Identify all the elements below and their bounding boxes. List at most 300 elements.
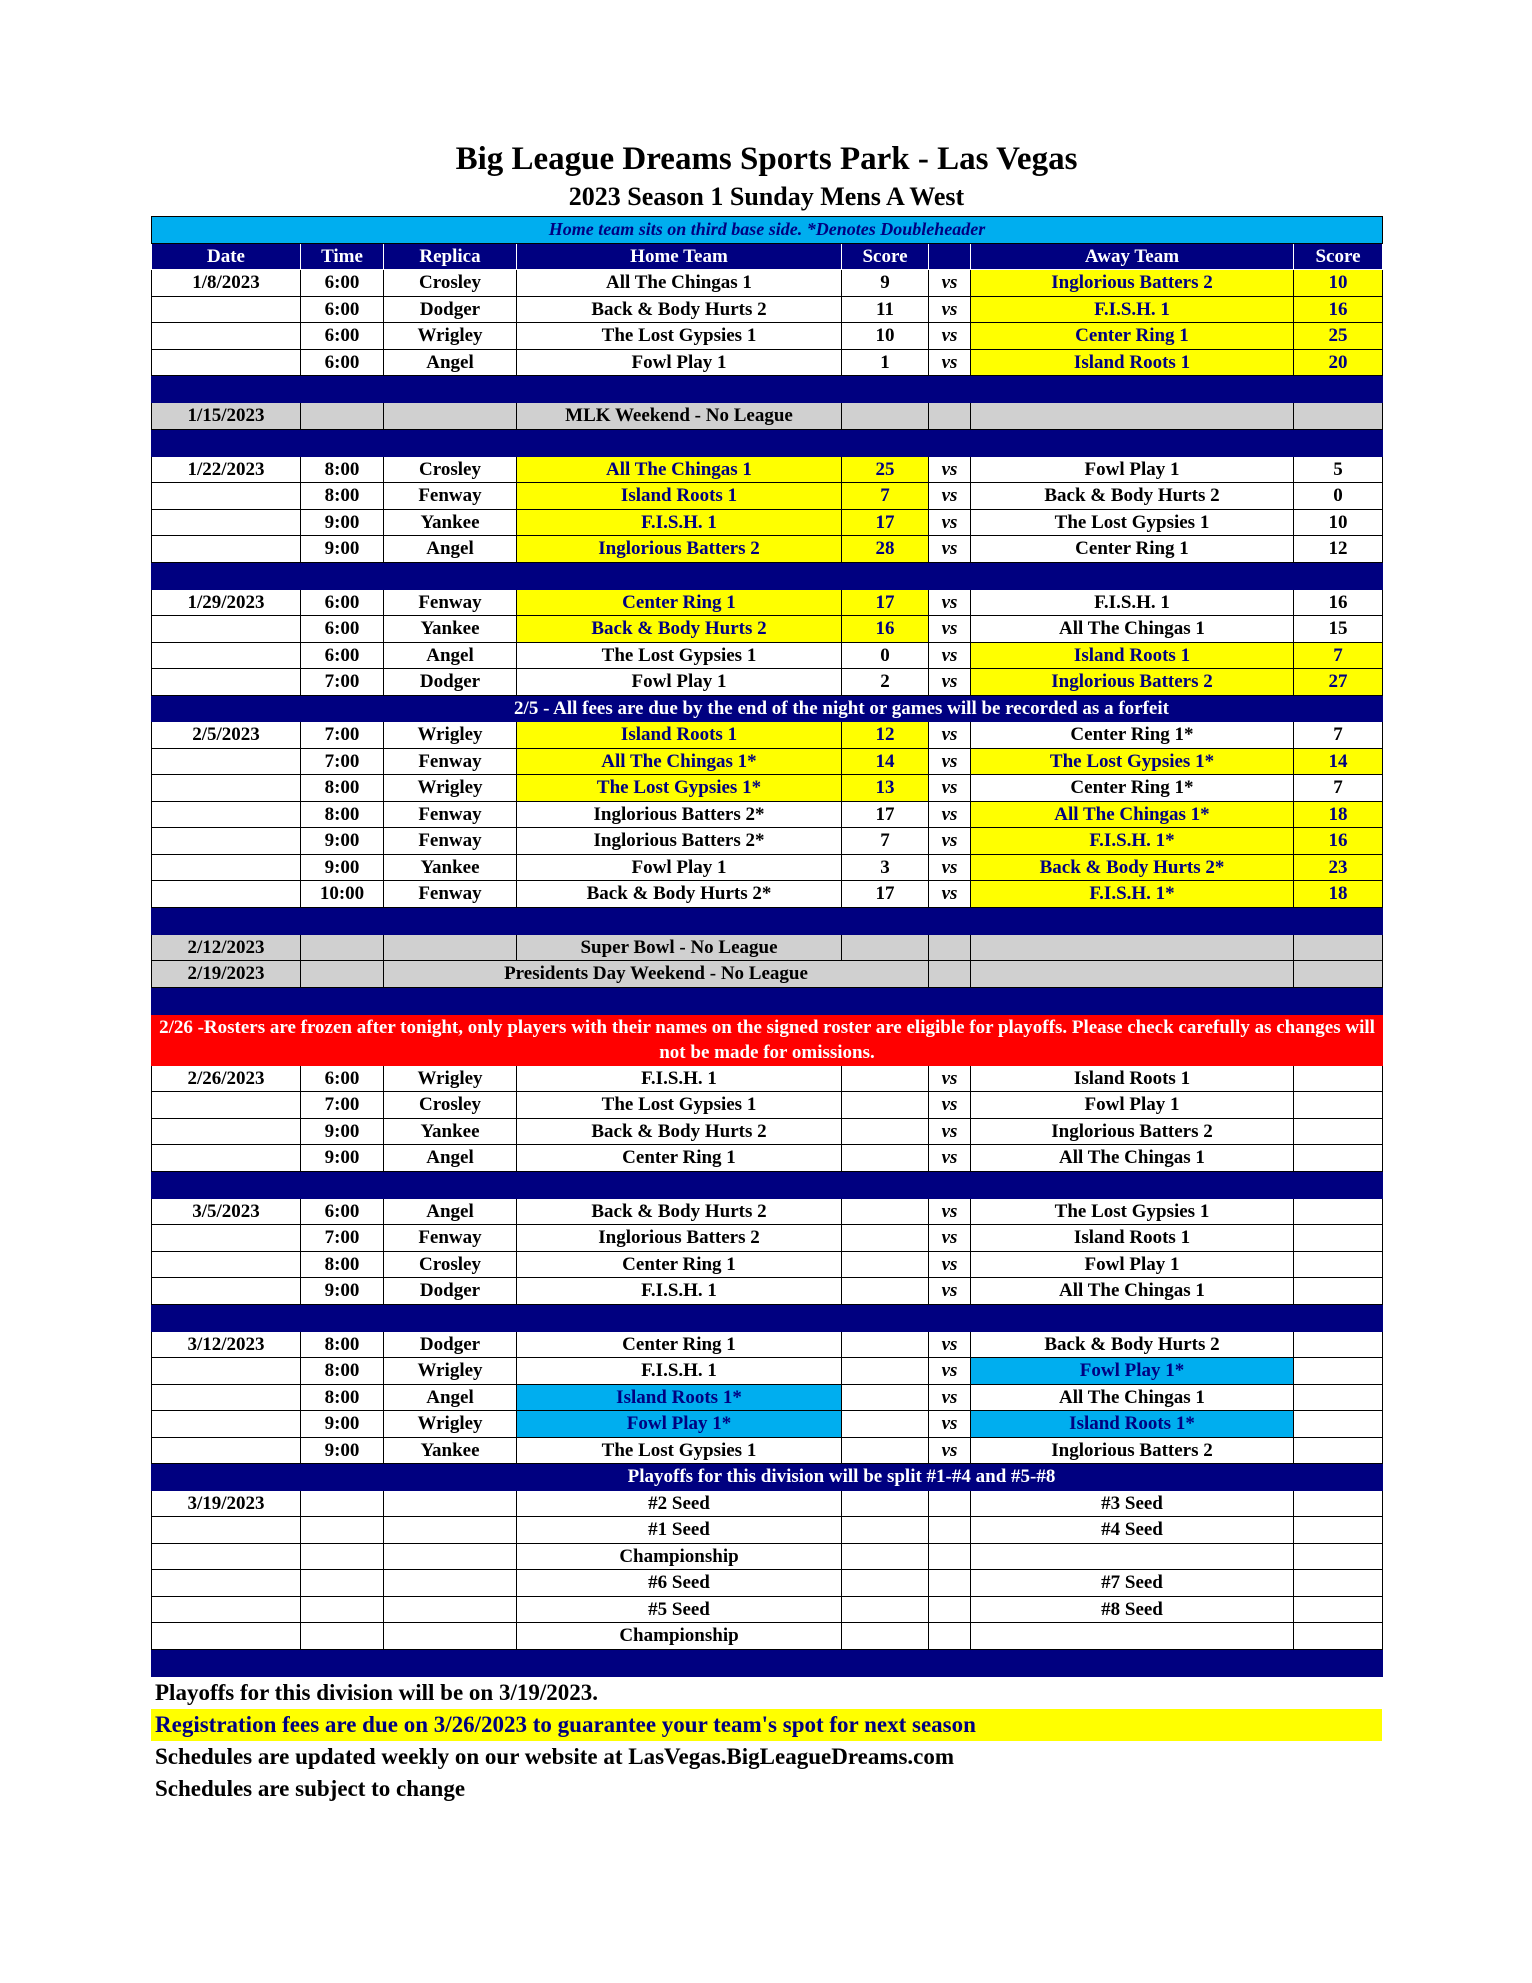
game-time: 8:00	[301, 456, 384, 483]
away-team: Inglorious Batters 2	[971, 1118, 1294, 1145]
away-team: Fowl Play 1	[971, 1251, 1294, 1278]
separator-row	[152, 907, 1383, 934]
away-team: Back & Body Hurts 2*	[971, 854, 1294, 881]
away-team: Fowl Play 1*	[971, 1358, 1294, 1385]
game-time: 9:00	[301, 1145, 384, 1172]
no-league-text: Super Bowl - No League	[517, 934, 842, 961]
game-date	[152, 1358, 301, 1385]
game-row	[152, 1543, 1383, 1570]
footer-highlight-note: Registration fees are due on 3/26/2023 to guarantee your team's spot for next season	[151, 1709, 1382, 1741]
game-field: Yankee	[384, 616, 517, 643]
home-score: 0	[842, 642, 929, 669]
separator-cell	[842, 1171, 929, 1198]
game-row	[152, 1517, 1383, 1544]
separator-cell	[1294, 1304, 1383, 1331]
home-team: Fowl Play 1	[517, 669, 842, 696]
game-field: Angel	[384, 1145, 517, 1172]
game-row	[152, 296, 1383, 323]
separator-cell	[301, 1649, 384, 1676]
home-team: F.I.S.H. 1	[517, 1278, 842, 1305]
vs-label: vs	[929, 616, 971, 643]
home-team: F.I.S.H. 1	[517, 1065, 842, 1092]
away-score	[1294, 1065, 1383, 1092]
separator-cell	[152, 562, 301, 589]
game-time	[301, 1623, 384, 1650]
header-home-team: Home Team	[517, 243, 842, 270]
separator-cell	[517, 987, 842, 1014]
game-field	[384, 1543, 517, 1570]
home-team: #2 Seed	[517, 1490, 842, 1517]
game-field: Dodger	[384, 1331, 517, 1358]
home-score: 1	[842, 349, 929, 376]
away-team: The Lost Gypsies 1*	[971, 748, 1294, 775]
away-score: 7	[1294, 642, 1383, 669]
vs-label: vs	[929, 1411, 971, 1438]
game-field: Crosley	[384, 1092, 517, 1119]
home-score	[842, 1118, 929, 1145]
game-date	[152, 1517, 301, 1544]
home-team: All The Chingas 1	[517, 456, 842, 483]
separator-cell	[152, 1171, 301, 1198]
game-row	[152, 1411, 1383, 1438]
away-team: Island Roots 1	[971, 1065, 1294, 1092]
game-date	[152, 881, 301, 908]
away-team: Fowl Play 1	[971, 1092, 1294, 1119]
game-date: 2/26/2023	[152, 1065, 301, 1092]
away-score	[1294, 1596, 1383, 1623]
no-league-row	[152, 961, 1383, 988]
separator-row	[152, 987, 1383, 1014]
vs-label: vs	[929, 483, 971, 510]
row-away-team	[971, 934, 1294, 961]
vs-label	[929, 1596, 971, 1623]
game-field	[384, 1570, 517, 1597]
separator-cell	[842, 429, 929, 456]
game-row	[152, 669, 1383, 696]
away-team: #8 Seed	[971, 1596, 1294, 1623]
vs-label: vs	[929, 456, 971, 483]
home-score	[842, 1225, 929, 1252]
game-date	[152, 642, 301, 669]
game-row	[152, 1384, 1383, 1411]
game-time: 8:00	[301, 1358, 384, 1385]
separator-cell	[842, 987, 929, 1014]
home-score	[842, 1198, 929, 1225]
game-field	[384, 1517, 517, 1544]
separator-cell	[517, 1649, 842, 1676]
separator-cell	[1294, 376, 1383, 403]
game-field: Fenway	[384, 748, 517, 775]
home-team: Inglorious Batters 2*	[517, 828, 842, 855]
game-date	[152, 1278, 301, 1305]
game-time: 7:00	[301, 722, 384, 749]
home-score: 17	[842, 589, 929, 616]
separator-cell	[842, 907, 929, 934]
no-league-text: Presidents Day Weekend - No League	[384, 961, 929, 988]
vs-label: vs	[929, 854, 971, 881]
home-team: The Lost Gypsies 1	[517, 642, 842, 669]
home-score: 14	[842, 748, 929, 775]
separator-cell	[842, 562, 929, 589]
separator-cell	[152, 1304, 301, 1331]
home-score: 17	[842, 801, 929, 828]
away-team: Inglorious Batters 2	[971, 270, 1294, 297]
separator-cell	[384, 987, 517, 1014]
home-team: #6 Seed	[517, 1570, 842, 1597]
home-team: F.I.S.H. 1	[517, 509, 842, 536]
away-score	[1294, 1198, 1383, 1225]
home-score	[842, 1358, 929, 1385]
separator-cell	[929, 1171, 971, 1198]
game-row	[152, 881, 1383, 908]
away-score: 20	[1294, 349, 1383, 376]
home-team: Inglorious Batters 2	[517, 1225, 842, 1252]
away-team: F.I.S.H. 1*	[971, 881, 1294, 908]
vs-label: vs	[929, 1251, 971, 1278]
game-time: 9:00	[301, 536, 384, 563]
game-field: Dodger	[384, 296, 517, 323]
separator-cell	[842, 1649, 929, 1676]
game-time: 6:00	[301, 296, 384, 323]
separator-cell	[384, 907, 517, 934]
away-score	[1294, 1384, 1383, 1411]
away-team: The Lost Gypsies 1	[971, 509, 1294, 536]
separator-cell	[517, 376, 842, 403]
row-home-score	[842, 934, 929, 961]
game-row	[152, 536, 1383, 563]
no-league-row	[152, 934, 1383, 961]
header-vs	[929, 243, 971, 270]
separator-cell	[301, 376, 384, 403]
row-home-score	[842, 403, 929, 430]
row-away-score	[1294, 403, 1383, 430]
away-score	[1294, 1278, 1383, 1305]
away-score: 18	[1294, 881, 1383, 908]
game-field	[384, 1490, 517, 1517]
game-time: 9:00	[301, 1118, 384, 1145]
game-date	[152, 509, 301, 536]
home-score	[842, 1517, 929, 1544]
game-field: Crosley	[384, 270, 517, 297]
separator-cell	[971, 1649, 1294, 1676]
away-team: The Lost Gypsies 1	[971, 1198, 1294, 1225]
game-row	[152, 456, 1383, 483]
separator-cell	[152, 376, 301, 403]
row-vs	[929, 961, 971, 988]
game-date	[152, 801, 301, 828]
home-score: 2	[842, 669, 929, 696]
away-score	[1294, 1331, 1383, 1358]
game-date	[152, 1118, 301, 1145]
vs-label: vs	[929, 296, 971, 323]
game-field: Wrigley	[384, 1358, 517, 1385]
away-score	[1294, 1623, 1383, 1650]
home-team: Inglorious Batters 2*	[517, 801, 842, 828]
vs-label: vs	[929, 722, 971, 749]
game-time: 6:00	[301, 1065, 384, 1092]
away-score: 25	[1294, 323, 1383, 350]
row-vs	[929, 403, 971, 430]
game-time: 9:00	[301, 1411, 384, 1438]
vs-label: vs	[929, 748, 971, 775]
game-field: Angel	[384, 1198, 517, 1225]
vs-label: vs	[929, 1358, 971, 1385]
away-team: All The Chingas 1	[971, 1145, 1294, 1172]
separator-cell	[971, 987, 1294, 1014]
game-field: Fenway	[384, 483, 517, 510]
game-date	[152, 349, 301, 376]
game-row	[152, 1596, 1383, 1623]
away-team: All The Chingas 1*	[971, 801, 1294, 828]
banner-row	[152, 217, 1383, 244]
game-time: 7:00	[301, 669, 384, 696]
separator-cell	[517, 429, 842, 456]
separator-cell	[517, 1304, 842, 1331]
home-score	[842, 1543, 929, 1570]
away-team: Island Roots 1	[971, 642, 1294, 669]
home-score: 11	[842, 296, 929, 323]
game-field: Wrigley	[384, 722, 517, 749]
away-team: Back & Body Hurts 2	[971, 483, 1294, 510]
vs-label: vs	[929, 1384, 971, 1411]
row-vs	[929, 934, 971, 961]
home-team: Championship	[517, 1623, 842, 1650]
separator-cell	[301, 1171, 384, 1198]
home-score	[842, 1092, 929, 1119]
home-team: Fowl Play 1	[517, 349, 842, 376]
home-score	[842, 1570, 929, 1597]
game-row	[152, 1358, 1383, 1385]
away-team: Center Ring 1	[971, 323, 1294, 350]
footer-note: Schedules are subject to change	[155, 1775, 466, 1801]
game-time: 6:00	[301, 270, 384, 297]
separator-cell	[929, 1304, 971, 1331]
row-away-score	[1294, 961, 1383, 988]
game-date: 3/19/2023	[152, 1490, 301, 1517]
separator-cell	[384, 1171, 517, 1198]
game-time: 9:00	[301, 1278, 384, 1305]
vs-label	[929, 1623, 971, 1650]
row-replica	[384, 403, 517, 430]
home-team: The Lost Gypsies 1	[517, 1437, 842, 1464]
game-field: Yankee	[384, 509, 517, 536]
separator-cell	[1294, 1171, 1383, 1198]
game-row	[152, 1437, 1383, 1464]
game-field: Fenway	[384, 1225, 517, 1252]
row-date: 2/19/2023	[152, 961, 301, 988]
home-score: 12	[842, 722, 929, 749]
game-date	[152, 1570, 301, 1597]
game-row	[152, 589, 1383, 616]
footer-notes	[151, 1677, 1382, 1805]
separator-cell	[929, 907, 971, 934]
vs-label: vs	[929, 323, 971, 350]
home-team: #5 Seed	[517, 1596, 842, 1623]
page-title: Big League Dreams Sports Park - Las Vegas	[455, 141, 1078, 177]
game-date	[152, 775, 301, 802]
notice-text: 2/5 - All fees are due by the end of the night or games will be recorded as a forfeit	[301, 695, 1383, 722]
game-row	[152, 323, 1383, 350]
separator-cell	[301, 907, 384, 934]
separator-cell	[1294, 429, 1383, 456]
separator-cell	[929, 1649, 971, 1676]
away-score: 10	[1294, 270, 1383, 297]
game-time: 7:00	[301, 748, 384, 775]
game-row	[152, 775, 1383, 802]
separator-cell	[842, 376, 929, 403]
footer-note: Schedules are updated weekly on our website at LasVegas.BigLeagueDreams.com	[155, 1743, 955, 1769]
separator-cell	[517, 1171, 842, 1198]
game-row	[152, 642, 1383, 669]
game-time: 6:00	[301, 1198, 384, 1225]
away-team: Center Ring 1*	[971, 722, 1294, 749]
away-score: 14	[1294, 748, 1383, 775]
game-row	[152, 270, 1383, 297]
game-row	[152, 616, 1383, 643]
header-date: Date	[152, 243, 301, 270]
game-row	[152, 854, 1383, 881]
home-score: 7	[842, 483, 929, 510]
game-field: Angel	[384, 536, 517, 563]
home-team: Back & Body Hurts 2	[517, 1198, 842, 1225]
separator-cell	[152, 1649, 301, 1676]
home-team: The Lost Gypsies 1*	[517, 775, 842, 802]
game-field: Wrigley	[384, 775, 517, 802]
vs-label: vs	[929, 509, 971, 536]
game-date	[152, 483, 301, 510]
separator-cell	[929, 429, 971, 456]
separator-cell	[1294, 1649, 1383, 1676]
away-score: 12	[1294, 536, 1383, 563]
game-date: 1/29/2023	[152, 589, 301, 616]
game-time: 8:00	[301, 1251, 384, 1278]
vs-label: vs	[929, 1225, 971, 1252]
row-replica	[384, 934, 517, 961]
notice-blank	[152, 1464, 301, 1491]
row-away-team	[971, 961, 1294, 988]
banner-text: Home team sits on third base side. *Denotes Doubleheader	[152, 217, 1383, 244]
game-field: Crosley	[384, 456, 517, 483]
home-team: All The Chingas 1	[517, 270, 842, 297]
away-team: Inglorious Batters 2	[971, 669, 1294, 696]
game-time: 6:00	[301, 616, 384, 643]
game-date	[152, 748, 301, 775]
vs-label: vs	[929, 642, 971, 669]
game-time	[301, 1517, 384, 1544]
row-time	[301, 403, 384, 430]
away-score: 16	[1294, 296, 1383, 323]
separator-cell	[152, 907, 301, 934]
game-time: 8:00	[301, 775, 384, 802]
game-row	[152, 509, 1383, 536]
away-score	[1294, 1145, 1383, 1172]
game-row	[152, 1198, 1383, 1225]
separator-cell	[971, 1304, 1294, 1331]
game-time: 9:00	[301, 854, 384, 881]
game-field: Wrigley	[384, 323, 517, 350]
game-date: 1/8/2023	[152, 270, 301, 297]
away-score: 18	[1294, 801, 1383, 828]
separator-row	[152, 429, 1383, 456]
game-row	[152, 1092, 1383, 1119]
separator-cell	[517, 562, 842, 589]
home-score: 13	[842, 775, 929, 802]
roster-warning-row	[152, 1014, 1383, 1065]
vs-label	[929, 1517, 971, 1544]
notice-row	[152, 695, 1383, 722]
away-team: F.I.S.H. 1	[971, 589, 1294, 616]
game-field: Angel	[384, 1384, 517, 1411]
game-field: Fenway	[384, 828, 517, 855]
game-row	[152, 1570, 1383, 1597]
game-date: 3/5/2023	[152, 1198, 301, 1225]
game-time: 6:00	[301, 349, 384, 376]
game-row	[152, 1225, 1383, 1252]
header-away-score: Score	[1294, 243, 1383, 270]
home-team: F.I.S.H. 1	[517, 1358, 842, 1385]
home-team: All The Chingas 1*	[517, 748, 842, 775]
home-team: Back & Body Hurts 2	[517, 296, 842, 323]
away-team: Island Roots 1	[971, 1225, 1294, 1252]
game-field: Fenway	[384, 589, 517, 616]
separator-cell	[384, 376, 517, 403]
game-time: 10:00	[301, 881, 384, 908]
game-date	[152, 1543, 301, 1570]
home-score	[842, 1331, 929, 1358]
vs-label	[929, 1543, 971, 1570]
vs-label: vs	[929, 1065, 971, 1092]
vs-label: vs	[929, 1198, 971, 1225]
vs-label: vs	[929, 1092, 971, 1119]
home-score: 10	[842, 323, 929, 350]
away-team: Fowl Play 1	[971, 456, 1294, 483]
game-field: Angel	[384, 642, 517, 669]
game-field: Yankee	[384, 1437, 517, 1464]
header-replica: Replica	[384, 243, 517, 270]
game-time: 7:00	[301, 1225, 384, 1252]
game-date	[152, 1092, 301, 1119]
separator-cell	[842, 1304, 929, 1331]
separator-cell	[971, 376, 1294, 403]
vs-label: vs	[929, 669, 971, 696]
game-row	[152, 748, 1383, 775]
row-date: 1/15/2023	[152, 403, 301, 430]
separator-cell	[152, 429, 301, 456]
home-score	[842, 1145, 929, 1172]
game-row	[152, 1251, 1383, 1278]
away-score	[1294, 1118, 1383, 1145]
away-score: 7	[1294, 722, 1383, 749]
vs-label: vs	[929, 801, 971, 828]
away-score: 10	[1294, 509, 1383, 536]
game-field: Yankee	[384, 1118, 517, 1145]
separator-cell	[929, 987, 971, 1014]
notice-row	[152, 1464, 1383, 1491]
home-score	[842, 1278, 929, 1305]
separator-cell	[971, 429, 1294, 456]
home-team: #1 Seed	[517, 1517, 842, 1544]
game-date	[152, 616, 301, 643]
away-team: F.I.S.H. 1*	[971, 828, 1294, 855]
separator-cell	[929, 376, 971, 403]
home-team: Center Ring 1	[517, 589, 842, 616]
home-team: Fowl Play 1*	[517, 1411, 842, 1438]
game-field: Wrigley	[384, 1411, 517, 1438]
home-score	[842, 1596, 929, 1623]
game-date	[152, 828, 301, 855]
game-date	[152, 1411, 301, 1438]
separator-cell	[517, 907, 842, 934]
